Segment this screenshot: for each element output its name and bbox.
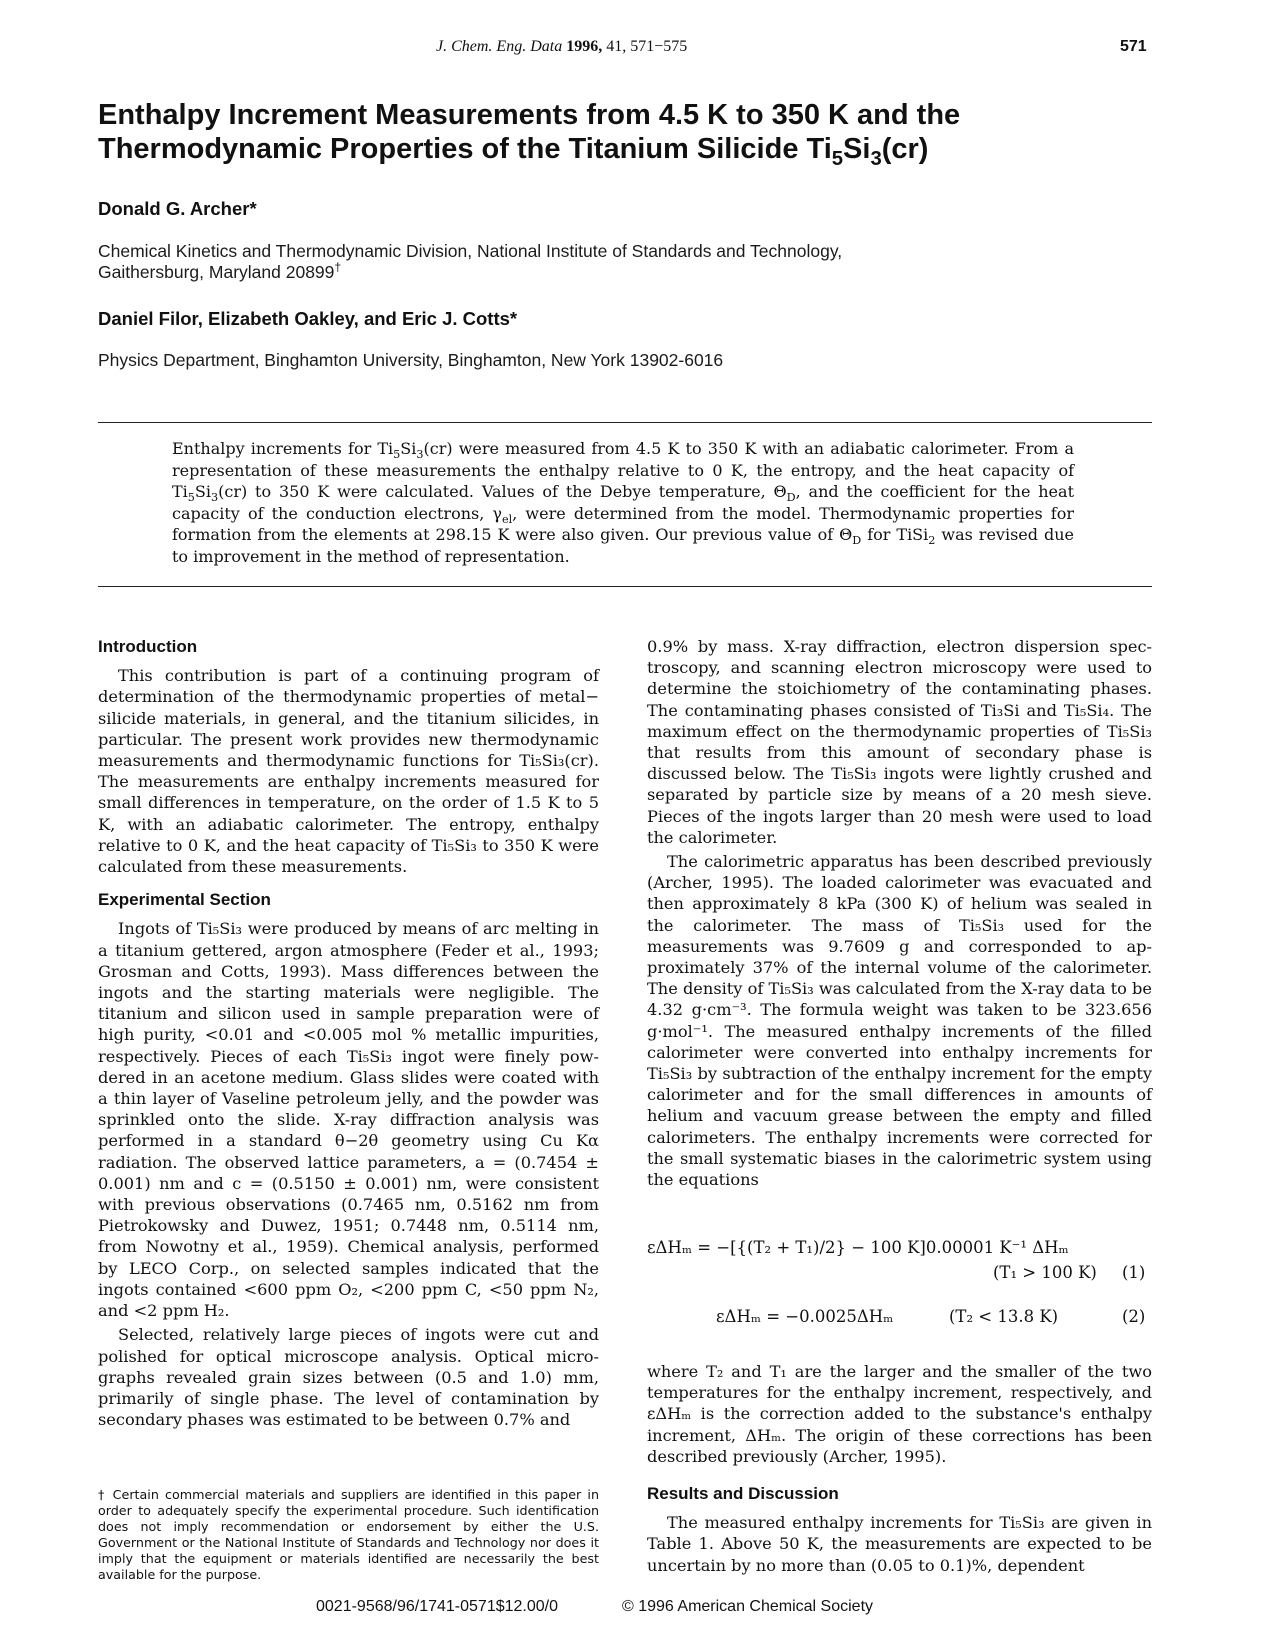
journal-name: J. Chem. Eng. Data <box>436 38 563 55</box>
author-group-1: Donald G. Archer* <box>98 198 257 219</box>
section-heading-results: Results and Discussion <box>647 1484 839 1504</box>
paper-title <box>98 98 1188 170</box>
abstract-bottom-rule <box>98 586 1152 587</box>
equation-2: εΔHₘ = −0.0025ΔHₘ <box>716 1307 894 1326</box>
right-paragraph-1: 0.9% by mass. X-ray diffraction, electron dispersion spectroscopy, and scanning electron microscopy were used to determine the stoichiometry of the contaminating phases. The contaminating phases consisted of Ti₃Si and Ti₅Si₄. The maximum effect on the thermodynamic properties of Ti₅Si₃ that results from this amount of secondary phase is discussed below. The Ti₅Si₃ ingots were lightly crushed and separated by particle size by means of a 20 mesh sieve. Pieces of the ingots larger than 20 mesh were used to load the calorimeter. <box>647 637 1152 847</box>
equation-1-number: (1) <box>1122 1263 1146 1282</box>
right-paragraph-3: where T₂ and T₁ are the larger and the smaller of the two temperatures for the enthalpy increment, respectively, and εΔHₘ is the correction added to the substance's enthalpy increment, ΔHₘ. The origin of these corrections has been described previously (Archer, 1995). <box>647 1362 1152 1466</box>
running-header <box>436 38 687 56</box>
footnote: † Certain commercial materials and suppliers are identified in this paper in order to adequately specify the experimental procedure. Such identification does not imply recommendation or endorsement by either the U.S. Government or the National Institute of Standards and Technology nor does it imply that the equipment or materials identified are necessarily the best available for the purpose. <box>98 1487 599 1582</box>
affiliation-2: Physics Department, Binghamton University, Binghamton, New York 13902-6016 <box>98 350 724 370</box>
section-heading-experimental: Experimental Section <box>98 890 271 910</box>
abstract: Enthalpy increments for $Ti_5Si_3(cr)$ were measured from 4.5 K to 350 K with an adiabatic calorimeter. From a representation of these measurements the enthalpy relative to 0 K, the entropy, and the heat capacity of $Ti_5Si_3(cr)$ to 350 K were calculated. Values of the Debye temperature, $\Theta_D$, and the coefficient for the heat capacity of the conduction electrons, $\gamma_{el}$, were determined from the model. Thermodynamic properties for formation from the elements at 298.15 K were also given. Our previous value of $\Theta_D$ for TiSi$_2$ was revised due to improvement in the method of representation. <box>172 439 1075 566</box>
title-line-2: Thermodynamic Properties of the Titanium Silicide $Ti_5Si_3(cr)$ <box>98 133 929 170</box>
equation-2-condition: (T₂ < 13.8 K) <box>949 1307 1059 1326</box>
experimental-paragraph-1: Ingots of Ti₅Si₃ were produced by means of arc melting in a titanium gettered, argon atmosphere (Feder et al., 1993; Grosman and Cotts, 1993). Mass differences between the ingots and the starting materials were negligible. The titanium and silicon used in sample preparation were of high purity, <0.01 and <0.005 mol % metallic impurities, respectively. Pieces of each Ti₅Si₃ ingot were finely powdered in an acetone medium. Glass slides were coated with a thin layer of Vaseline petroleum jelly, and the powder was sprinkled onto the slide. X-ray diffraction analysis was performed in a standard θ−2θ geometry using Cu Kα radiation. The observed lattice parameters, a = (0.7454 ± 0.001) nm and c = (0.5150 ± 0.001) nm, were consistent with previous observations (0.7465 nm, 0.5162 nm from Pietrokowsky and Duwez, 1951; 0.7448 nm, 0.5114 nm, from Nowotny et al., 1959). Chemical analysis, performed by LECO Corp., on selected samples indicated that the ingots contained <600 ppm O₂, <200 ppm C, <50 ppm N₂, and <2 ppm H₂. <box>98 919 599 1321</box>
left-column <box>98 636 599 1430</box>
journal-year: 1996, <box>566 38 603 55</box>
page-number: 571 <box>1120 38 1147 55</box>
section-heading-introduction: Introduction <box>98 637 198 656</box>
abstract-top-rule <box>98 422 1152 423</box>
copyright: © 1996 American Chemical Society <box>622 1598 874 1615</box>
experimental-paragraph-2: Selected, relatively large pieces of ingots were cut and polished for optical microscope analysis. Optical micrographs revealed grain sizes between (0.5 and 1.0) mm, primarily of single phase. The level of contamination by secondary phases was estimated to be between 0.7% and <box>98 1325 599 1430</box>
equation-1: εΔHₘ = −[{(T₂ + T₁)/2} − 100 K]0.00001 K⁻¹ ΔHₘ <box>647 1238 1069 1257</box>
results-paragraph: The measured enthalpy increments for Ti₅Si₃ are given in Table 1. Above 50 K, the measurements are expected to be uncertain by no more than (0.05 to 0.1)%, dependent <box>647 1513 1152 1575</box>
right-paragraph-2: The calorimetric apparatus has been described previously (Archer, 1995). The loaded calorimeter was evacuated and then approximately 8 kPa (300 K) of helium was sealed in the calorimeter. The mass of Ti₅Si₃ used for the measurements was 9.7609 g and corresponded to approximately 37% of the internal volume of the calorimeter. The density of Ti₅Si₃ was calculated from the X-ray data to be 4.32 g·cm⁻³. The formula weight was taken to be 323.656 g·mol⁻¹. The measured enthalpy increments of the filled calorimeter were converted into enthalpy increments for Ti₅Si₃ by subtraction of the enthalpy increment for the empty calorimeter and for the small differences in amounts of helium and vacuum grease between the empty and filled calorimeters. The enthalpy increments were corrected for the small systematic biases in the calorimetric system using the equations <box>647 852 1152 1190</box>
intro-paragraph: This contribution is part of a continuing program of determination of the thermodynamic properties of metal− silicide materials, in general, and the titanium silicides, in particular. The present work provides new thermodynamic measurements and thermodynamic functions for Ti₅Si₃(cr). The measurements are enthalpy increments measured for small differences in temperature, on the order of 1.5 K to 5 K, with an adiabatic calorimeter. The entropy, enthalpy relative to 0 K, and the heat capacity of Ti₅Si₃ to 350 K were calculated from these measurements. <box>98 666 599 877</box>
equation-2-number: (2) <box>1122 1307 1146 1326</box>
affiliation-1: Chemical Kinetics and Thermodynamic Division, National Institute of Standards and Technology, Gaithersburg, Maryland 20899† <box>98 241 843 282</box>
author-group-2: Daniel Filor, Elizabeth Oakley, and Eric J. Cotts* <box>98 308 518 329</box>
right-column <box>647 636 1152 1190</box>
right-column-lower <box>647 1361 1152 1576</box>
article-code: 0021-9568/96/1741-0571$12.00/0 <box>316 1598 558 1615</box>
journal-volume-pages: 41, 571−575 <box>606 38 688 55</box>
title-line-1: Enthalpy Increment Measurements from 4.5 K to 350 K and the <box>98 99 961 131</box>
equation-1-condition: (T₁ > 100 K) <box>993 1263 1097 1282</box>
